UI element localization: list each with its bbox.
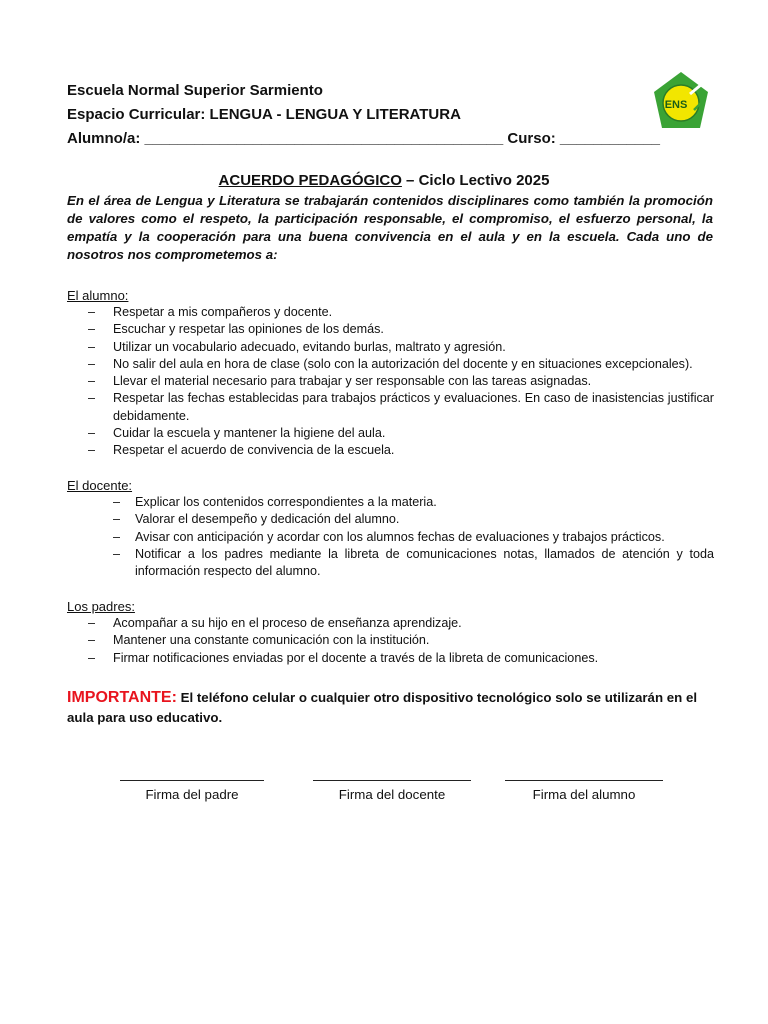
signature-line [505,766,663,781]
list-item: – Utilizar un vocabulario adecuado, evitando burlas, maltrato y agresión. [67,339,714,356]
section-padres-title: Los padres: [67,599,135,614]
list-item: – Respetar a mis compañeros y docente. [67,304,714,321]
section-padres [67,598,714,667]
list-item: – Acompañar a su hijo en el proceso de enseñanza aprendizaje. [67,615,714,632]
course-label: Curso: [507,130,556,147]
signature-label: Firma del alumno [532,787,636,802]
section-docente [67,477,714,580]
list-item: – Respetar el acuerdo de convivencia de la escuela. [67,442,714,459]
list-item: – Firmar notificaciones enviadas por el docente a través de la libreta de comunicaciones. [67,650,714,667]
important-label: IMPORTANTE: [67,689,177,706]
list-item: – Valorar el desempeño y dedicación del alumno. [67,511,714,528]
list-item: – Llevar el material necesario para trabajar y ser responsable con las tareas asignadas. [67,373,714,390]
list-item: – Cuidar la escuela y mantener la higiene del aula. [67,425,714,442]
padres-list [67,615,714,667]
school-name: Escuela Normal Superior Sarmiento [67,82,323,99]
agreement-title-cycle: – Ciclo Lectivo 2025 [401,172,550,189]
curricular-space: Espacio Curricular: LENGUA - LENGUA Y LITERATURA [67,106,461,123]
signature-label: Firma del padre [145,787,239,802]
signature-docente [312,766,472,802]
logo-text: ENS [664,99,688,111]
signature-line [120,766,264,781]
section-docente-title: El docente: [67,478,133,493]
student-label: Alumno/a: [67,130,141,147]
student-course-line [67,130,660,147]
list-item: – Escuchar y respetar las opiniones de los demás. [67,321,714,338]
signature-alumno [504,766,664,802]
list-item: – Mantener una constante comunicación con la institución. [67,632,714,649]
intro-paragraph: En el área de Lengua y Literatura se trabajarán contenidos disciplinares como también la promoción de valores como el respeto, la participación responsable, el compromiso, el esfuerzo personal, la empatía y la cooperación para una buena convivencia en el aula y en la escuela. Cada uno de nosotros nos comprometemos a: [67,193,713,262]
docente-list [67,494,714,580]
list-item: – Respetar las fechas establecidas para trabajos prácticos y evaluaciones. En caso de inasistencias justificar debidamente. [67,390,714,425]
list-item: – Avisar con anticipación y acordar con los alumnos fechas de evaluaciones y trabajos prácticos. [67,529,714,546]
section-alumno-title: El alumno: [67,288,129,303]
course-blank: ____________ [559,130,661,147]
student-blank: ___________________________________________ [144,130,504,147]
agreement-title [0,172,768,189]
signature-line [313,766,471,781]
list-item: – Notificar a los padres mediante la libreta de comunicaciones notas, llamados de atención y toda información respecto del alumno. [67,546,714,581]
alumno-list [67,304,714,460]
signature-label: Firma del docente [338,787,446,802]
list-item: – Explicar los contenidos correspondientes a la materia. [67,494,714,511]
section-alumno [67,287,714,460]
signature-padre [112,766,272,802]
list-item: – No salir del aula en hora de clase (solo con la autorización del docente y en situaciones excepcionales). [67,356,714,373]
important-note [67,688,714,728]
school-logo [650,70,712,132]
agreement-title-main: ACUERDO PEDAGÓGICO [218,172,402,189]
important-text: El teléfono celular o cualquier otro dispositivo tecnológico solo se utilizarán en el aula para uso educativo. [67,690,698,725]
